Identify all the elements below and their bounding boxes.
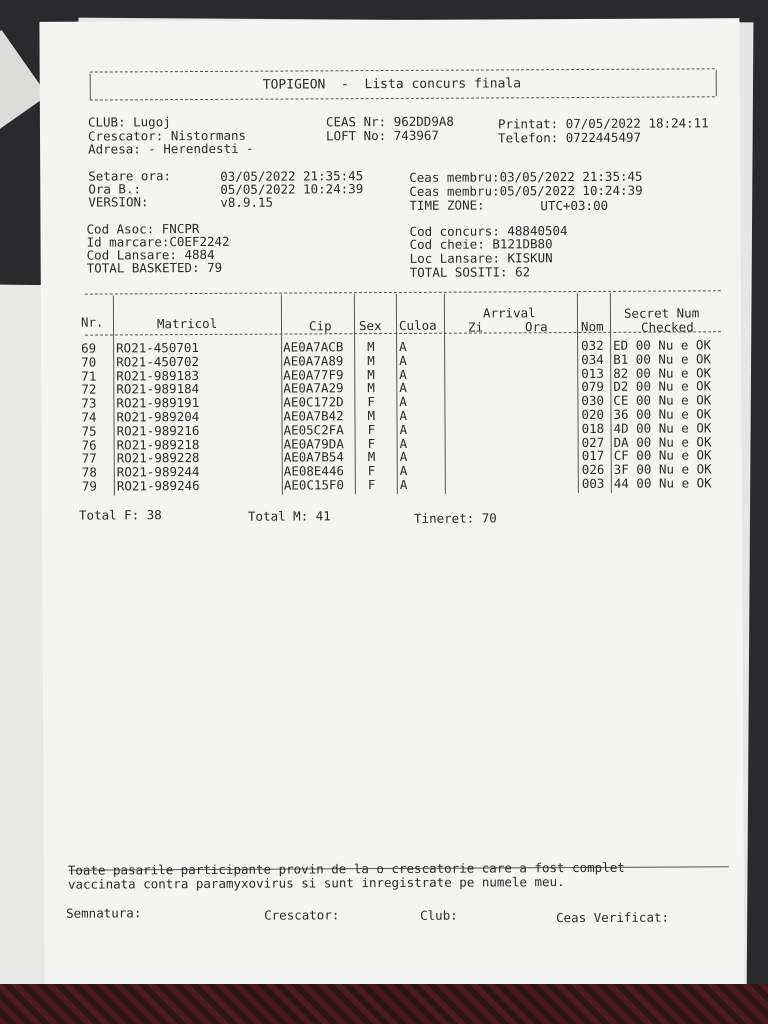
cell-nr: 75 bbox=[81, 423, 97, 439]
table-header-rule-top bbox=[85, 290, 721, 294]
cell-nom: 032 bbox=[581, 337, 604, 354]
header-checked: Checked bbox=[640, 319, 694, 335]
cell-matricol: RO21-989191 bbox=[116, 395, 200, 411]
cell-sex: M bbox=[367, 408, 376, 424]
cell-culoa: A bbox=[399, 407, 408, 423]
cell-secret: CE 00 Nu e OK bbox=[613, 392, 712, 409]
cell-nom: 017 bbox=[581, 448, 605, 464]
cell-sex: M bbox=[367, 352, 375, 368]
cell-secret: D2 00 Nu e OK bbox=[613, 378, 712, 395]
header-arrival: Arrival bbox=[482, 305, 536, 321]
cell-matricol: RO21-989218 bbox=[116, 436, 200, 453]
cell-cip: AE0A7A89 bbox=[283, 353, 344, 369]
header-ora: Ora bbox=[524, 319, 548, 335]
cell-cip: AE0A7B54 bbox=[283, 449, 344, 465]
cell-cip: AE0C172D bbox=[283, 394, 344, 410]
cell-secret: 4D 00 Nu e OK bbox=[613, 420, 712, 436]
cell-secret: 44 00 Nu e OK bbox=[613, 475, 712, 491]
cell-sex: F bbox=[367, 463, 376, 479]
cell-cip: AE0A7B42 bbox=[283, 408, 344, 424]
ceas-nr: CEAS Nr: 962DD9A8 bbox=[325, 113, 454, 130]
cell-sex: F bbox=[367, 421, 376, 437]
cell-nr: 71 bbox=[81, 368, 97, 384]
header-nr: Nr. bbox=[80, 314, 104, 330]
cell-cip: AE0A7A29 bbox=[283, 380, 344, 396]
cell-nr: 76 bbox=[81, 437, 97, 453]
cell-cip: AE08E446 bbox=[283, 463, 345, 479]
cell-culoa: A bbox=[399, 476, 408, 492]
header-zi: Zi bbox=[467, 319, 484, 335]
cell-matricol: RO21-989204 bbox=[116, 409, 200, 425]
tineret: Tineret: 70 bbox=[413, 510, 497, 526]
cell-sex: M bbox=[367, 339, 375, 355]
cell-nr: 69 bbox=[81, 340, 97, 356]
header-sex: Sex bbox=[358, 318, 382, 334]
total-sositi: TOTAL SOSITI: 62 bbox=[409, 264, 531, 280]
table-row bbox=[42, 476, 742, 493]
cell-secret: B1 00 Nu e OK bbox=[613, 351, 712, 367]
header-nom: Nom bbox=[580, 318, 604, 335]
cell-culoa: A bbox=[399, 421, 408, 437]
total-f: Total F: 38 bbox=[78, 507, 162, 523]
cell-nom: 079 bbox=[581, 379, 604, 395]
crescator-line: Crescator: Nistormans bbox=[87, 127, 247, 144]
cell-secret: DA 00 Nu e OK bbox=[613, 433, 712, 450]
ora-b-value: 05/05/2022 10:24:39 bbox=[220, 181, 364, 197]
time-zone-label: TIME ZONE: bbox=[409, 197, 485, 213]
cod-lansare: Cod Lansare: 4884 bbox=[86, 246, 215, 263]
cell-sex: M bbox=[367, 449, 376, 465]
header-culoa: Culoa bbox=[398, 317, 437, 333]
cell-cip: AE0A79DA bbox=[283, 435, 344, 452]
cell-cip: AE0A7ACB bbox=[283, 339, 344, 355]
cell-matricol: RO21-989228 bbox=[116, 450, 200, 466]
cell-culoa: A bbox=[399, 366, 407, 382]
cell-culoa: A bbox=[399, 380, 407, 396]
cell-secret: ED 00 Nu e OK bbox=[613, 337, 711, 353]
cod-cheie: Cod cheie: B121DB80 bbox=[409, 236, 553, 252]
setare-ora-label: Setare ora: bbox=[88, 168, 172, 184]
cell-matricol: RO21-989216 bbox=[116, 422, 200, 439]
header-secret-num: Secret Num bbox=[623, 305, 700, 321]
total-basketed: TOTAL BASKETED: 79 bbox=[86, 259, 223, 276]
club-line: CLUB: Lugoj bbox=[87, 114, 171, 130]
ceas-membru-2: Ceas membru:05/05/2022 10:24:39 bbox=[409, 182, 643, 199]
total-m: Total M: 41 bbox=[247, 508, 331, 524]
cell-nr: 73 bbox=[81, 395, 97, 411]
cell-cip: AE0C15F0 bbox=[283, 477, 345, 493]
ceas-membru-1: Ceas membru:03/05/2022 21:35:45 bbox=[409, 168, 643, 185]
header-matricol: Matricol bbox=[156, 315, 218, 332]
loc-lansare: Loc Lansare: KISKUN bbox=[409, 250, 553, 266]
adresa-line: Adresa: - Herendesti - bbox=[88, 140, 254, 157]
cell-cip: AE0A77F9 bbox=[283, 366, 344, 383]
cell-matricol: RO21-989184 bbox=[116, 381, 200, 397]
cell-culoa: A bbox=[399, 435, 408, 451]
cell-nr: 70 bbox=[81, 354, 97, 370]
cell-sex: F bbox=[367, 394, 375, 410]
version-label: VERSION: bbox=[88, 194, 149, 210]
cod-concurs: Cod concurs: 48840504 bbox=[409, 223, 568, 239]
cell-culoa: A bbox=[399, 449, 408, 465]
cell-nr: 79 bbox=[81, 478, 97, 494]
title-box bbox=[90, 70, 717, 99]
setare-ora-value: 03/05/2022 21:35:45 bbox=[220, 168, 364, 184]
background-cloth bbox=[0, 984, 768, 1024]
cell-secret: CF 00 Nu e OK bbox=[613, 447, 712, 464]
cell-matricol: RO21-450702 bbox=[116, 353, 200, 370]
header-cip: Cip bbox=[308, 318, 332, 334]
signature-club: Club: bbox=[420, 907, 458, 923]
ora-b-label: Ora B.: bbox=[88, 181, 142, 197]
cell-nr: 72 bbox=[81, 381, 97, 398]
cell-culoa: A bbox=[399, 338, 407, 354]
cell-nr: 78 bbox=[81, 464, 97, 480]
cell-sex: F bbox=[367, 435, 376, 451]
version-value: v8.9.15 bbox=[220, 194, 274, 210]
cell-nom: 034 bbox=[581, 351, 604, 367]
cell-nom: 003 bbox=[581, 475, 605, 492]
cell-nom: 020 bbox=[581, 406, 605, 423]
cell-nom: 013 bbox=[581, 365, 604, 381]
cell-sex: M bbox=[367, 366, 375, 382]
cell-nom: 018 bbox=[581, 420, 605, 436]
cell-culoa: A bbox=[399, 352, 407, 368]
cell-matricol: RO21-989244 bbox=[116, 464, 200, 480]
cell-secret: 36 00 Nu e OK bbox=[613, 406, 712, 422]
cell-secret: 82 00 Nu e OK bbox=[613, 364, 712, 381]
cell-sex: F bbox=[367, 477, 376, 493]
statement-line-2: vaccinata contra paramyxovirus si sunt inregistrate pe numele meu. bbox=[67, 874, 565, 892]
cell-culoa: A bbox=[399, 463, 408, 479]
cell-sex: M bbox=[367, 380, 375, 396]
cell-matricol: RO21-989183 bbox=[116, 367, 200, 384]
telefon: Telefon: 0722445497 bbox=[497, 129, 642, 146]
document-title: TOPIGEON - Lista concurs finala bbox=[262, 76, 522, 93]
cell-nom: 027 bbox=[581, 434, 605, 450]
cell-nom: 030 bbox=[581, 393, 605, 409]
printat: Printat: 07/05/2022 18:24:11 bbox=[497, 115, 709, 132]
time-zone-value: UTC+03:00 bbox=[540, 197, 609, 214]
cell-matricol: RO21-450701 bbox=[116, 340, 199, 356]
loft-no: LOFT No: 743967 bbox=[325, 127, 439, 144]
id-marcare: Id marcare:C0EF2242 bbox=[86, 233, 230, 250]
signature-ceas-verificat: Ceas Verificat: bbox=[556, 909, 670, 926]
cod-asoc: Cod Asoc: FNCPR bbox=[86, 221, 200, 237]
signature-semnatura: Semnatura: bbox=[66, 905, 142, 921]
document-page bbox=[39, 18, 744, 1012]
cell-nr: 74 bbox=[81, 409, 97, 425]
cell-secret: 3F 00 Nu e OK bbox=[613, 461, 712, 478]
cell-culoa: A bbox=[399, 394, 407, 410]
signature-crescator: Crescator: bbox=[264, 907, 340, 923]
cell-nom: 026 bbox=[581, 462, 605, 478]
statement-line-1: Toate pasarile participante provin de la o crescatorie care a fost complet bbox=[67, 859, 625, 878]
cell-cip: AE05C2FA bbox=[283, 422, 344, 438]
cell-matricol: RO21-989246 bbox=[116, 478, 200, 494]
cell-nr: 77 bbox=[81, 450, 97, 467]
